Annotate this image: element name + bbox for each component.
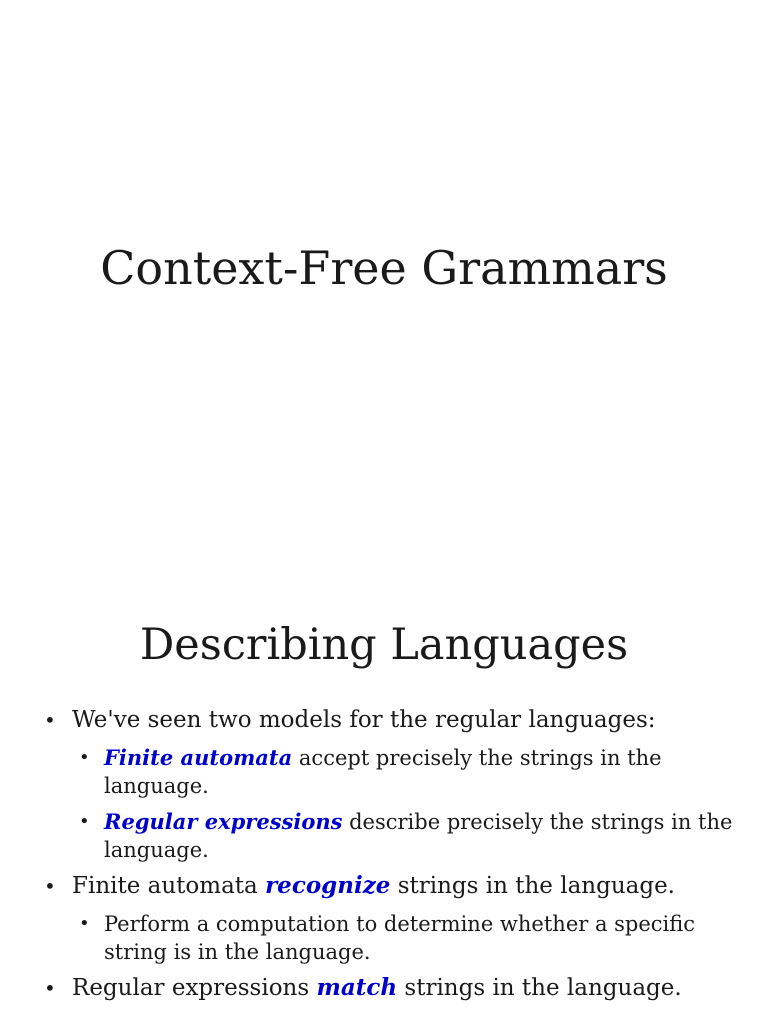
bullet-text: strings in the language. <box>397 975 682 1001</box>
bullet-level1 <box>0 974 768 1002</box>
slide-describing-languages <box>0 576 768 1024</box>
bullet-text: We've seen two models for the regular languages: <box>72 707 656 733</box>
bullet-text: accept precisely the strings in the language. <box>104 746 662 798</box>
bullet-level2 <box>0 910 768 966</box>
bullet-list <box>0 706 768 1012</box>
bullet-emphasis: Finite automata <box>104 745 293 770</box>
bullet-emphasis: Regular expressions <box>104 809 343 834</box>
bullet-level1 <box>0 872 768 900</box>
bullet-text: Regular expressions <box>72 975 317 1001</box>
bullet-emphasis: recognize <box>265 872 391 899</box>
bullet-text: Perform a computation to determine whether a specific string is in the language. <box>104 912 696 964</box>
bullet-text: Finite automata <box>72 873 266 899</box>
slide-title-heading: Context-Free Grammars <box>100 241 668 295</box>
bullet-level2 <box>0 744 768 800</box>
bullet-emphasis: match <box>316 974 398 1001</box>
bullet-level1 <box>0 706 768 734</box>
bullet-text: strings in the language. <box>390 873 675 899</box>
bullet-level2 <box>0 808 768 864</box>
bullet-text: describe precisely the strings in the language. <box>104 810 733 862</box>
slide-heading: Describing Languages <box>139 620 629 670</box>
